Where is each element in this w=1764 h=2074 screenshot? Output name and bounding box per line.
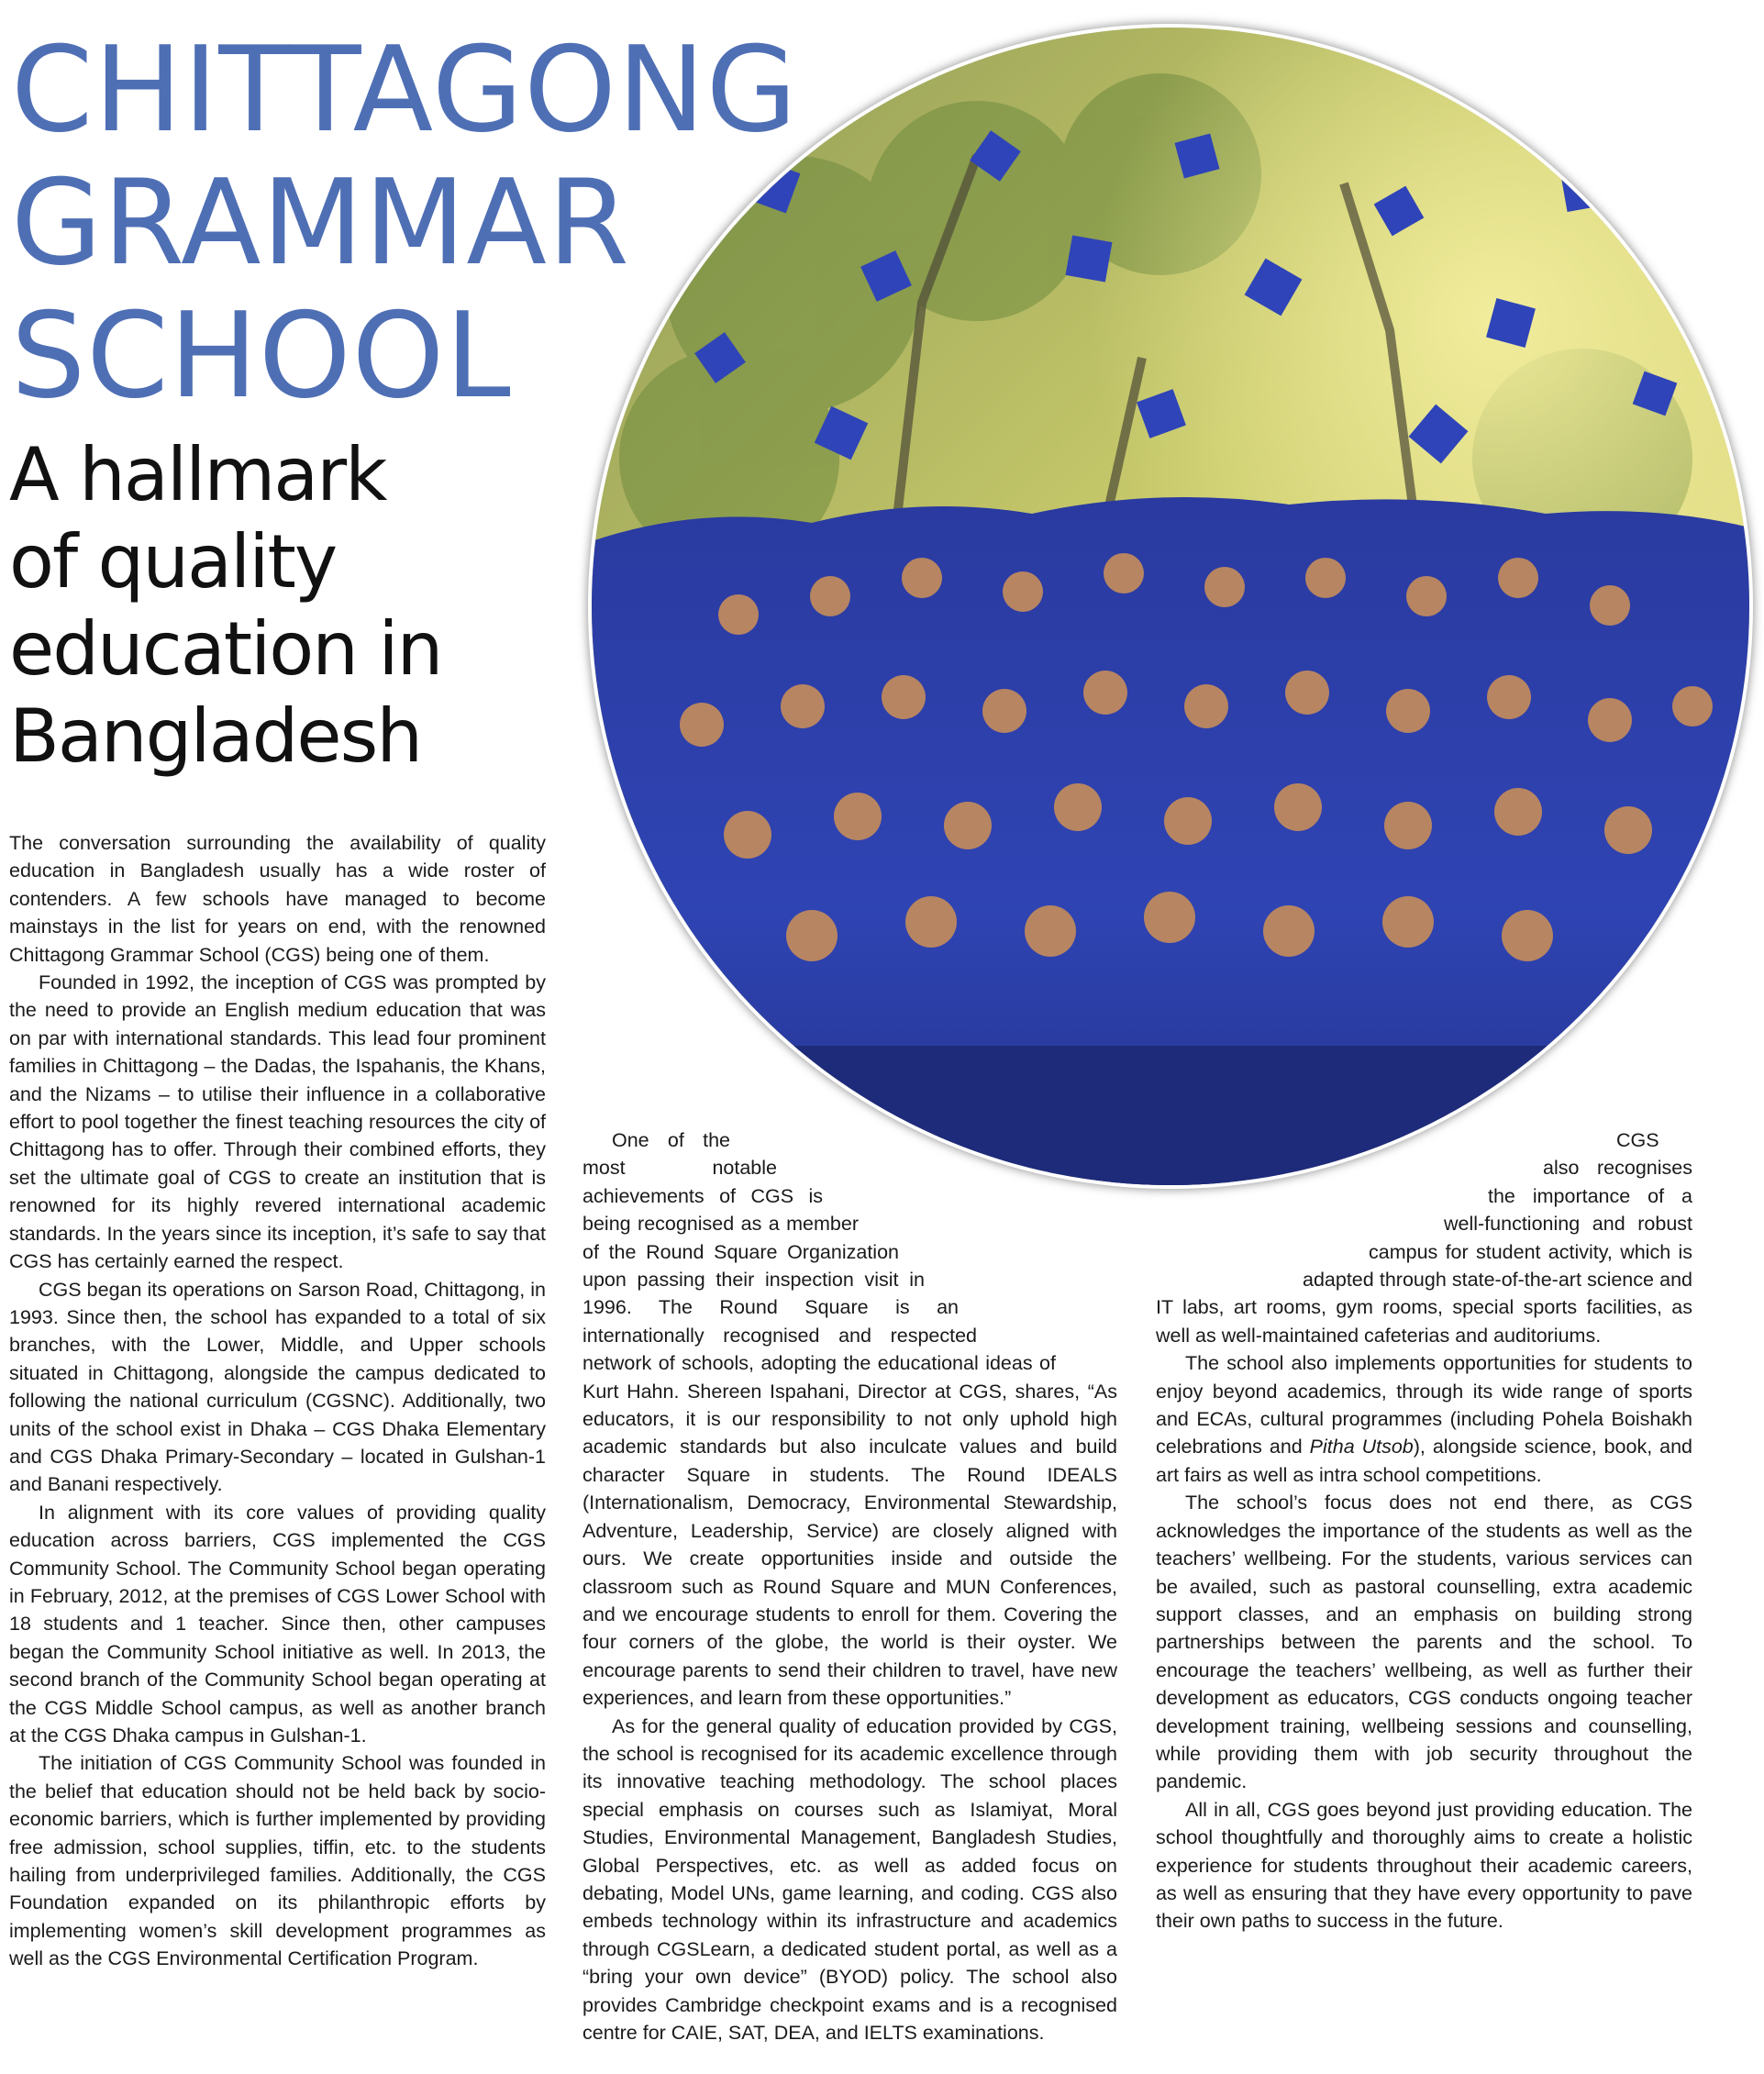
article-paragraph: The school’s focus does not end there, as CGS acknowledges the importance of the students as well as the teachers’ wellbeing. For the students, various services can be availed, such as pastoral counselling, extra academic support classes, and an emphasis on building strong partnerships between the parents and the school. To encourage the teachers’ wellbeing, as well as further their development as educators, CGS conducts ongoing teacher development training, wellbeing sessions and counselling, while providing them with job security throughout the pandemic. xyxy=(1156,1492,1692,1793)
article-paragraph: Founded in 1992, the inception of CGS was prompted by the need to provide an English medium education that was on par with international standards. This lead four prominent families in Chittagong – the Dadas, the Ispahanis, the Khans, and the Nizams – to utilise their influence in a collaborative effort to pool together the finest teaching resources the city of Chittagong has to offer. Through their combined efforts, they set the ultimate goal of CGS to create an institution that is renowned for its highly revered international academic standards. In the years since its inception, it’s safe to say that CGS has certainly earned the respect. xyxy=(9,971,546,1273)
subheadline-line: of quality xyxy=(9,519,337,604)
article-paragraph: CGS began its operations on Sarson Road, Chittagong, in 1993. Since then, the school has expanded to a total of six branches, with the Lower, Middle, and Upper schools situated in Chittagong, alongside the campus dedicated to following the national curriculum (CGSNC). Additionally, two units of the school exist in Dhaka – CGS Dhaka Elementary and CGS Dhaka Primary-Secondary – located in Gulshan-1 and Banani respectively. xyxy=(9,1278,546,1496)
graduation-photo-art xyxy=(592,28,1749,1185)
article-paragraph: One of the most notable achievements of CGS is being recognised as a member of the Round Square Organization upon passing their inspection visit in 1996. The Round Square is an internationally recognised and respected network of schools, adopting the educational ideas of Kurt Hahn. Shereen Ispahani, Director at CGS, shares, “As educators, it is our responsibility to not only uphold high academic standards but also inculcate values and build character Square in students. The Round IDEALS (Internationalism, Democracy, Environmental Stewardship, Adventure, Leadership, Service) are closely aligned with ours. We create opportunities inside and outside the classroom such as Round Square and MUN Conferences, and we encourage students to enroll for them. Covering the four corners of the globe, the world is their oyster. We encourage parents to send their children to travel, have new experiences, and learn from these opportunities.” xyxy=(582,1129,1117,1710)
article-column-2 xyxy=(582,1126,1117,2046)
headline-line: CHITTAGONG xyxy=(11,22,798,159)
article-paragraph: In alignment with its core values of providing quality education across barriers, CGS implemented the CGS Community School. The Community School began operating in February, 2012, at the premises of CGS Lower School with 18 students and 1 teacher. Since then, other campuses began the Community School initiative as well. In 2013, the second branch of the Community School began operating at the CGS Middle School campus, as well as another branch at the CGS Dhaka campus in Gulshan-1. xyxy=(9,1501,546,1747)
paragraph-text: ), alongside science, book, and art fairs as well as intra school competitions. xyxy=(1156,1436,1692,1486)
article-paragraph: The initiation of CGS Community School was founded in the belief that education should not be held back by socio-economic barriers, which is further implemented by providing free admission, school supplies, tiffin, etc. to the students hailing from underprivileged families. Additionally, the CGS Foundation expanded on its philanthropic efforts by implementing women’s skill development programmes as well as the CGS Environmental Certification Program. xyxy=(9,1752,546,1970)
article-paragraph: All in all, CGS goes beyond just providing education. The school thoughtfully and thoroughly aims to create a holistic experience for students throughout their academic careers, as well as ensuring that they have every opportunity to pave their own paths to success in the future. xyxy=(1156,1798,1692,1933)
article-column-1 xyxy=(9,829,546,1973)
headline-line: GRAMMAR xyxy=(11,155,630,292)
graduation-photo xyxy=(592,28,1749,1185)
subheadline-line: A hallmark xyxy=(9,432,386,517)
article-paragraph: The conversation surrounding the availability of quality education in Bangladesh usually has a wide roster of contenders. A few schools have managed to become mainstays in the list for years on end, with the renowned Chittagong Grammar School (CGS) being one of them. xyxy=(9,832,546,966)
subheadline-line: Bangladesh xyxy=(9,693,422,779)
article-paragraph xyxy=(1156,1349,1692,1489)
subheadline xyxy=(9,431,441,780)
article-paragraph: CGS also recognises the importance of a well-functioning and robust campus for student activity, which is adapted through state-of-the-art science and IT labs, art rooms, gym rooms, special sports facilities, as well as well-maintained cafeterias and auditoriums. xyxy=(1156,1129,1692,1347)
paragraph-text: The school also implements opportunities for students to enjoy beyond academics, through its wide range of sports and ECAs, cultural programmes (including Pohela Boishakh celebrations and xyxy=(1156,1352,1692,1458)
festival-name: Pitha Utsob xyxy=(1309,1436,1414,1458)
article-column-3 xyxy=(1156,1126,1692,1935)
subheadline-line: education in xyxy=(9,606,442,692)
article-paragraph: As for the general quality of education provided by CGS, the school is recognised for its academic excellence through its innovative teaching methodology. The school places special emphasis on courses such as Islamiyat, Moral Studies, Environmental Management, Bangladesh Studies, Global Perspectives, etc. as well as added focus on debating, Model UNs, game learning, and coding. CGS also embeds technology within its infrastructure and academics through CGSLearn, a dedicated student portal, as well as a “bring your own device” (BYOD) policy. The school also provides Cambridge checkpoint exams and is a recognised centre for CAIE, SAT, DEA, and IELTS examinations. xyxy=(582,1714,1117,2044)
headline-line: SCHOOL xyxy=(11,288,512,425)
